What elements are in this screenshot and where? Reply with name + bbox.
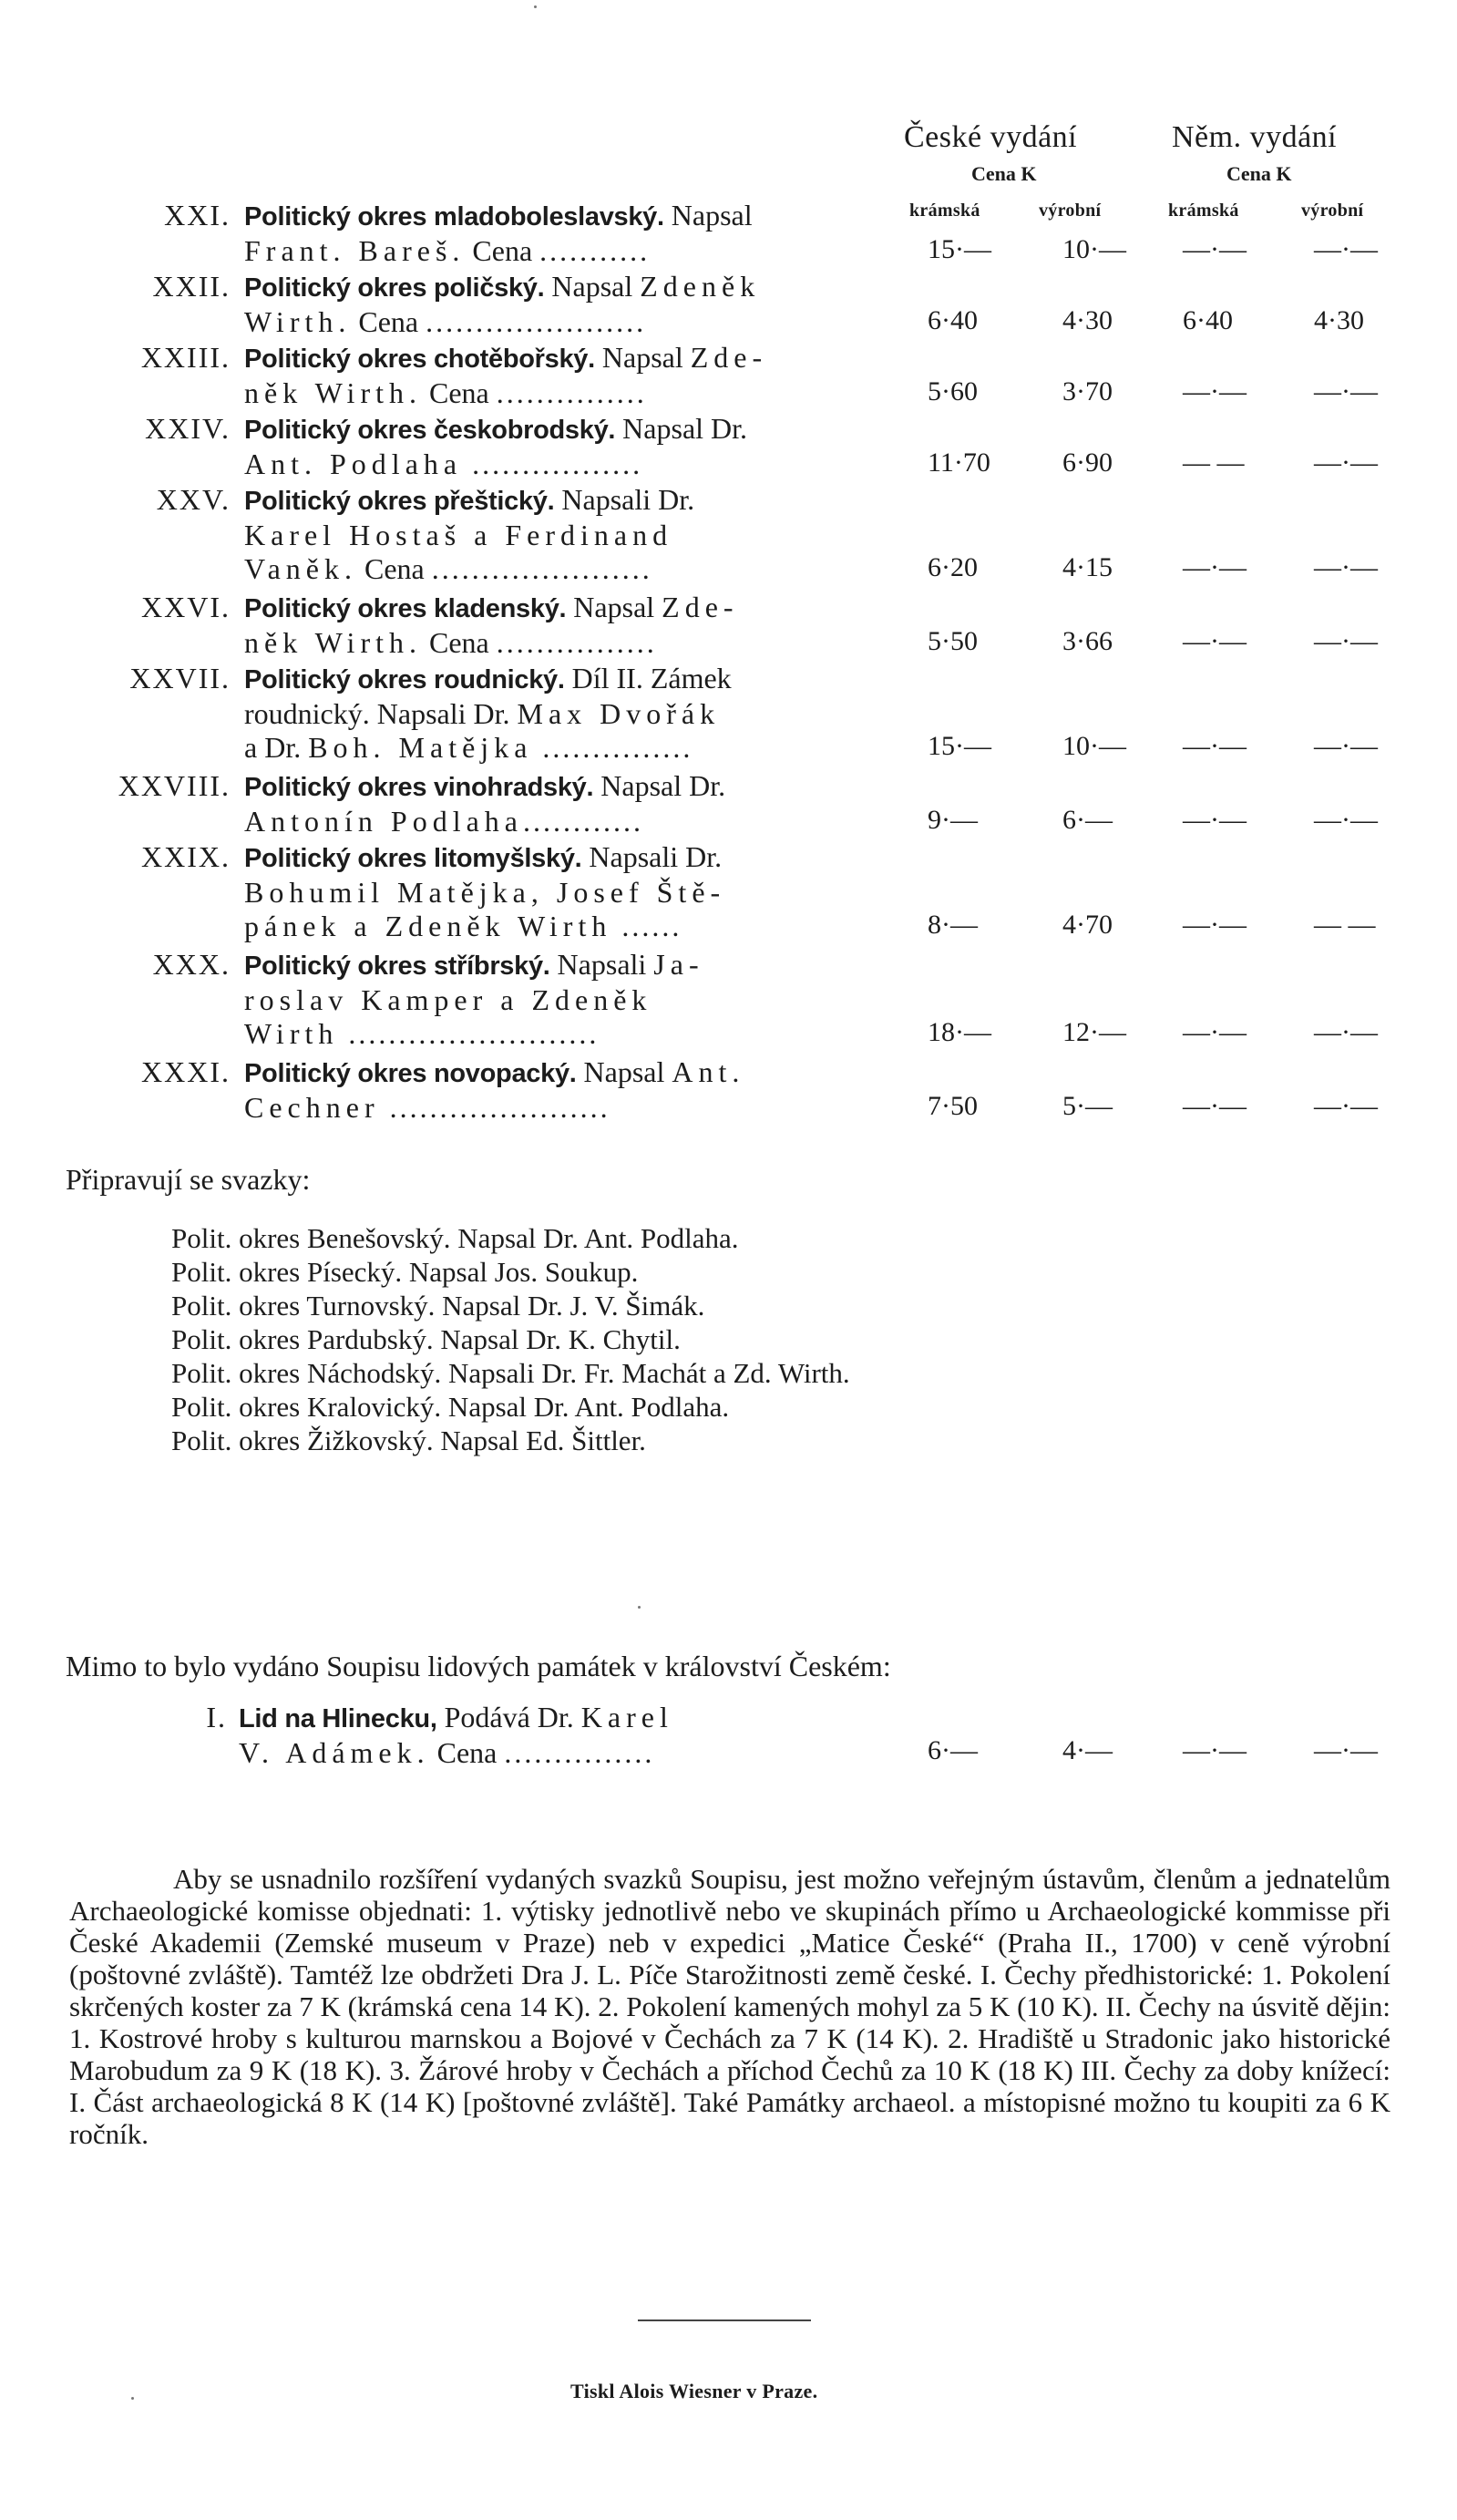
list-item: Polit. okres Pardubský. Napsal Dr. K. Chytil. [171, 1323, 681, 1355]
entry-text [244, 483, 887, 586]
entry-author: Cechner [244, 1091, 380, 1124]
price-german-retail: —·— [1183, 805, 1247, 835]
entry-line [244, 591, 887, 626]
entry-number: XXIV. [145, 412, 231, 445]
list-item: Polit. okres Žižkovský. Napsal Ed. Šittler. [171, 1425, 646, 1456]
paragraph-text: Aby se usnadnilo rozšíření vydaných svazků Soupisu, jest možno veřejným ústavům, členům a jednatelům Archaeologické komisse objednati: 1. výtisky jednotlivě nebo ve skupinách přímo u Archaeologické kommisse při České Akademii (Zemské museum v Praze) neb v expedici „Matice České“ (Praha II., 1700) v ceně výrobní (poštovné zvláště). Tamtéž lze obdržeti Dra J. L. Píče [69, 1863, 1390, 1990]
price-czech-retail: 9·— [928, 805, 978, 835]
preparing-heading: Připravují se svazky: [66, 1163, 311, 1196]
price-czech-retail: 18·— [928, 1017, 991, 1047]
entry-line [244, 552, 887, 586]
entry-plain: Cena [429, 1736, 505, 1769]
price-czech-retail: 6·— [928, 1735, 978, 1765]
entry-title: Lid na Hlinecku, [239, 1704, 437, 1733]
entry-plain: Napsal [576, 1055, 672, 1088]
entry-line [239, 1701, 881, 1736]
price-czech-retail: 8·— [928, 910, 978, 940]
entry-number: XXIII. [140, 341, 231, 374]
entry-number: XXXI. [141, 1055, 231, 1088]
order-info-paragraph [69, 1863, 1390, 2150]
entry-author: Karel [580, 1701, 673, 1733]
entry-plain: Cena [351, 305, 426, 338]
entry-author: pánek a Zdeněk Wirth [244, 910, 612, 942]
entry-plain: Cena [421, 626, 497, 659]
price-czech-production: 6·90 [1062, 447, 1113, 478]
entry-author: něk Wirth. [244, 376, 422, 409]
entry-line [244, 1055, 887, 1091]
entry-author: Wirth [244, 1017, 339, 1050]
entry-text [244, 341, 887, 410]
entry-title: Politický okres vinohradský. [244, 773, 594, 802]
price-czech-production: 5·— [1062, 1091, 1113, 1121]
price-german-retail: —·— [1183, 626, 1247, 656]
price-german-production: —·— [1314, 552, 1378, 582]
price-czech-retail: 11·70 [928, 447, 990, 478]
entry-number: I. [206, 1701, 227, 1733]
price-czech-production: 4·70 [1062, 910, 1113, 940]
entry-plain: Napsali Dr. [554, 483, 695, 516]
entry-author: něk Wirth. [244, 626, 422, 659]
entry-plain: a Dr. [244, 731, 309, 764]
entry-author: roslav Kamper a Zdeněk [244, 983, 652, 1016]
entry-line [244, 662, 887, 697]
price-czech-production: 6·— [1062, 805, 1113, 835]
entry-line [244, 910, 887, 943]
entry-title: Politický okres litomyšlský. [244, 844, 582, 873]
leader-dots: ........... [539, 234, 651, 267]
entry-text [244, 1055, 887, 1125]
price-german-production: —·— [1314, 805, 1378, 835]
price-czech-production: 4·15 [1062, 552, 1113, 582]
entry-line [244, 270, 887, 305]
leader-dots: ............... [496, 376, 647, 409]
price-czech-retail: 5·60 [928, 376, 978, 406]
leader-dots: ............... [532, 731, 693, 764]
german-cena-label: Cena K [1226, 162, 1292, 185]
entry-line [244, 447, 887, 481]
entry-text [244, 412, 887, 481]
price-german-retail: —·— [1183, 1017, 1247, 1047]
entry-line [244, 983, 887, 1017]
entry-line [244, 1017, 887, 1051]
entry-text [244, 199, 887, 268]
entry-plain: Napsal Dr. [593, 769, 726, 802]
entry-plain: Napsal [594, 341, 691, 374]
entry-line [244, 805, 887, 838]
entry-number: XXII. [152, 270, 231, 303]
price-czech-production: 3·66 [1062, 626, 1113, 656]
entry-line [244, 412, 887, 447]
book-title: Starožitnosti země české [685, 1959, 966, 1990]
price-czech-production: 12·— [1062, 1017, 1126, 1047]
entry-text [239, 1701, 881, 1770]
price-german-production: —·— [1314, 376, 1378, 406]
entry-author: Boh. Matějka [308, 731, 533, 764]
entry-line [244, 341, 887, 376]
leader-dots: ...................... [431, 552, 652, 585]
entry-author: Max Dvořák [517, 697, 721, 730]
price-german-production: —·— [1314, 447, 1378, 478]
entry-author: Ja- [653, 948, 704, 981]
czech-edition-header: České vydání [904, 120, 1078, 154]
price-german-production: —·— [1314, 1735, 1378, 1765]
entry-title: Politický okres chotěbořský. [244, 345, 595, 374]
entry-plain: Cena [421, 376, 497, 409]
entry-title: Politický okres přeštický. [244, 487, 555, 516]
german-retail-header: krámská [1168, 201, 1239, 221]
entry-line [244, 626, 887, 660]
entry-plain: Napsali Dr. [581, 840, 723, 873]
print-speck [534, 5, 537, 8]
entry-line [244, 519, 887, 552]
entry-author: Karel Hostaš a Ferdinand [244, 519, 673, 551]
list-item: Polit. okres Benešovský. Napsal Dr. Ant. Podlaha. [171, 1222, 739, 1254]
german-production-header: výrobní [1301, 201, 1364, 221]
book-title: Památky archaeol. a místopisné [745, 2086, 1106, 2118]
price-czech-production: 4·— [1062, 1735, 1113, 1765]
print-speck [638, 1606, 641, 1609]
price-czech-retail: 5·50 [928, 626, 978, 656]
entry-plain: Cena [465, 234, 540, 267]
entry-text [244, 270, 887, 339]
entry-line [244, 199, 887, 234]
entry-text [244, 948, 887, 1051]
entry-line [244, 840, 887, 876]
price-czech-production: 3·70 [1062, 376, 1113, 406]
price-czech-retail: 6·20 [928, 552, 978, 582]
entry-line [239, 1736, 881, 1770]
entry-title: Politický okres novopacký. [244, 1059, 577, 1088]
entry-text [244, 662, 887, 765]
entry-title: Politický okres roudnický. [244, 665, 565, 694]
price-german-retail: —·— [1183, 234, 1247, 264]
entry-author: Vaněk. [244, 552, 357, 585]
entry-line [244, 376, 887, 410]
leader-dots: ................ [496, 626, 657, 659]
entry-line [244, 948, 887, 983]
list-item: Polit. okres Písecký. Napsal Jos. Soukup. [171, 1256, 639, 1288]
entry-title: Politický okres českobrodský. [244, 416, 616, 445]
leader-dots: ............ [522, 805, 643, 838]
entry-line [244, 1091, 887, 1125]
list-item: Polit. okres Náchodský. Napsali Dr. Fr. Machát a Zd. Wirth. [171, 1357, 850, 1389]
entry-number: XXI. [164, 199, 231, 231]
price-german-production: —·— [1314, 731, 1378, 761]
entry-title: Politický okres stříbrský. [244, 951, 550, 981]
leader-dots: ...................... [379, 1091, 611, 1124]
entry-plain: Napsal Dr. [615, 412, 748, 445]
price-german-retail: 6·40 [1183, 305, 1233, 335]
printer-imprint: Tiskl Alois Wiesner v Praze. [570, 2380, 818, 2402]
leader-dots: ......................... [338, 1017, 600, 1050]
entry-text [244, 591, 887, 660]
entry-plain: roudnický. Napsali Dr. [244, 697, 518, 730]
entry-text [244, 840, 887, 943]
czech-retail-header: krámská [909, 201, 980, 221]
price-czech-production: 10·— [1062, 731, 1126, 761]
leader-dots: ...... [611, 910, 682, 942]
entry-number: XXVII. [129, 662, 231, 694]
entry-plain: Cena [356, 552, 432, 585]
entry-author: Zdeněk [640, 270, 761, 303]
price-german-production: —·— [1314, 626, 1378, 656]
list-item: Polit. okres Kralovický. Napsal Dr. Ant. Podlaha. [171, 1391, 730, 1423]
entry-author: Ant. [672, 1055, 745, 1088]
entry-plain: Napsal [544, 270, 641, 303]
divider [638, 2319, 811, 2321]
leader-dots: ............... [504, 1736, 655, 1769]
entry-plain: Napsali [549, 948, 654, 981]
entry-plain: Napsal [566, 591, 662, 623]
price-czech-retail: 15·— [928, 731, 991, 761]
entry-line [244, 234, 887, 268]
price-czech-retail: 15·— [928, 234, 991, 264]
preparing-list [171, 1221, 850, 1457]
folk-heading: Mimo to bylo vydáno Soupisu lidových památek v království Českém: [66, 1650, 891, 1682]
price-german-retail: —·— [1183, 910, 1247, 940]
entry-author: Frant. Bareš. [244, 234, 466, 267]
czech-production-header: výrobní [1039, 201, 1102, 221]
entry-number: XXVIII. [118, 769, 231, 802]
entry-author: Wirth. [244, 305, 352, 338]
entry-line [244, 305, 887, 339]
price-german-retail: —·— [1183, 552, 1247, 582]
price-german-production: — — [1314, 910, 1376, 940]
entry-plain: Napsal [663, 199, 753, 231]
entry-number: XXVI. [141, 591, 231, 623]
entry-title: Politický okres poličský. [244, 273, 545, 303]
leader-dots: ...................... [426, 305, 647, 338]
entry-line [244, 731, 887, 765]
print-speck [131, 2397, 134, 2400]
entry-text [244, 769, 887, 838]
entry-number: XXV. [156, 483, 231, 516]
price-german-production: —·— [1314, 234, 1378, 264]
price-czech-retail: 6·40 [928, 305, 978, 335]
entry-author: Antonín Podlaha [244, 805, 523, 838]
price-czech-production: 10·— [1062, 234, 1126, 264]
entry-plain: Podává Dr. [436, 1701, 581, 1733]
entry-title: Politický okres kladenský. [244, 594, 567, 623]
price-german-retail: —·— [1183, 1091, 1247, 1121]
entry-author: Zde- [662, 591, 739, 623]
price-german-retail: —·— [1183, 731, 1247, 761]
entry-author: V. Adámek. [239, 1736, 430, 1769]
price-german-production: —·— [1314, 1017, 1378, 1047]
entry-line [244, 697, 887, 731]
entry-author: Bohumil Matějka, Josef Ště- [244, 876, 726, 909]
entry-author: Ant. Podlaha [244, 447, 463, 480]
paragraph-text: možno tu koupiti za 6 K ročník. [69, 2086, 1390, 2150]
price-czech-retail: 7·50 [928, 1091, 978, 1121]
price-german-retail: —·— [1183, 376, 1247, 406]
entry-line [244, 769, 887, 805]
price-czech-production: 4·30 [1062, 305, 1113, 335]
price-german-retail: — — [1183, 447, 1245, 478]
price-german-retail: —·— [1183, 1735, 1247, 1765]
leader-dots: ................. [462, 447, 643, 480]
entry-line [244, 483, 887, 519]
price-german-production: 4·30 [1314, 305, 1364, 335]
entry-plain: Díl II. Zámek [564, 662, 732, 694]
list-item: Polit. okres Turnovský. Napsal Dr. J. V. Šimák. [171, 1290, 705, 1322]
entry-title: Politický okres mladoboleslavský. [244, 202, 664, 231]
entry-number: XXX. [152, 948, 231, 981]
paragraph-text: . I. Čechy předhistorické: 1. Pokolení skrčených koster za 7 K (krámská cena 14 K). 2. Pokolení kamených mohyl za 5 K (10 K). II. Čechy na úsvitě dějin: 1. Kostrové hroby s kulturou marnskou a Bojové v Čechách za 7 K (14 K). 2. Hradiště u Stradonic jako historické Marobudum za 9 K (18 K). 3. Žárové hroby v Čechách a příchod Čechů za 10 K (18 K) III. Čechy za doby knížecí: I. Část archaeologická 8 K (14 K) [poštovné zvláště]. Také [69, 1959, 1390, 2118]
czech-cena-label: Cena K [971, 162, 1037, 185]
price-german-production: —·— [1314, 1091, 1378, 1121]
entry-author: Zde- [690, 341, 768, 374]
german-edition-header: Něm. vydání [1172, 120, 1338, 154]
entry-number: XXIX. [141, 840, 231, 873]
entry-line [244, 876, 887, 910]
